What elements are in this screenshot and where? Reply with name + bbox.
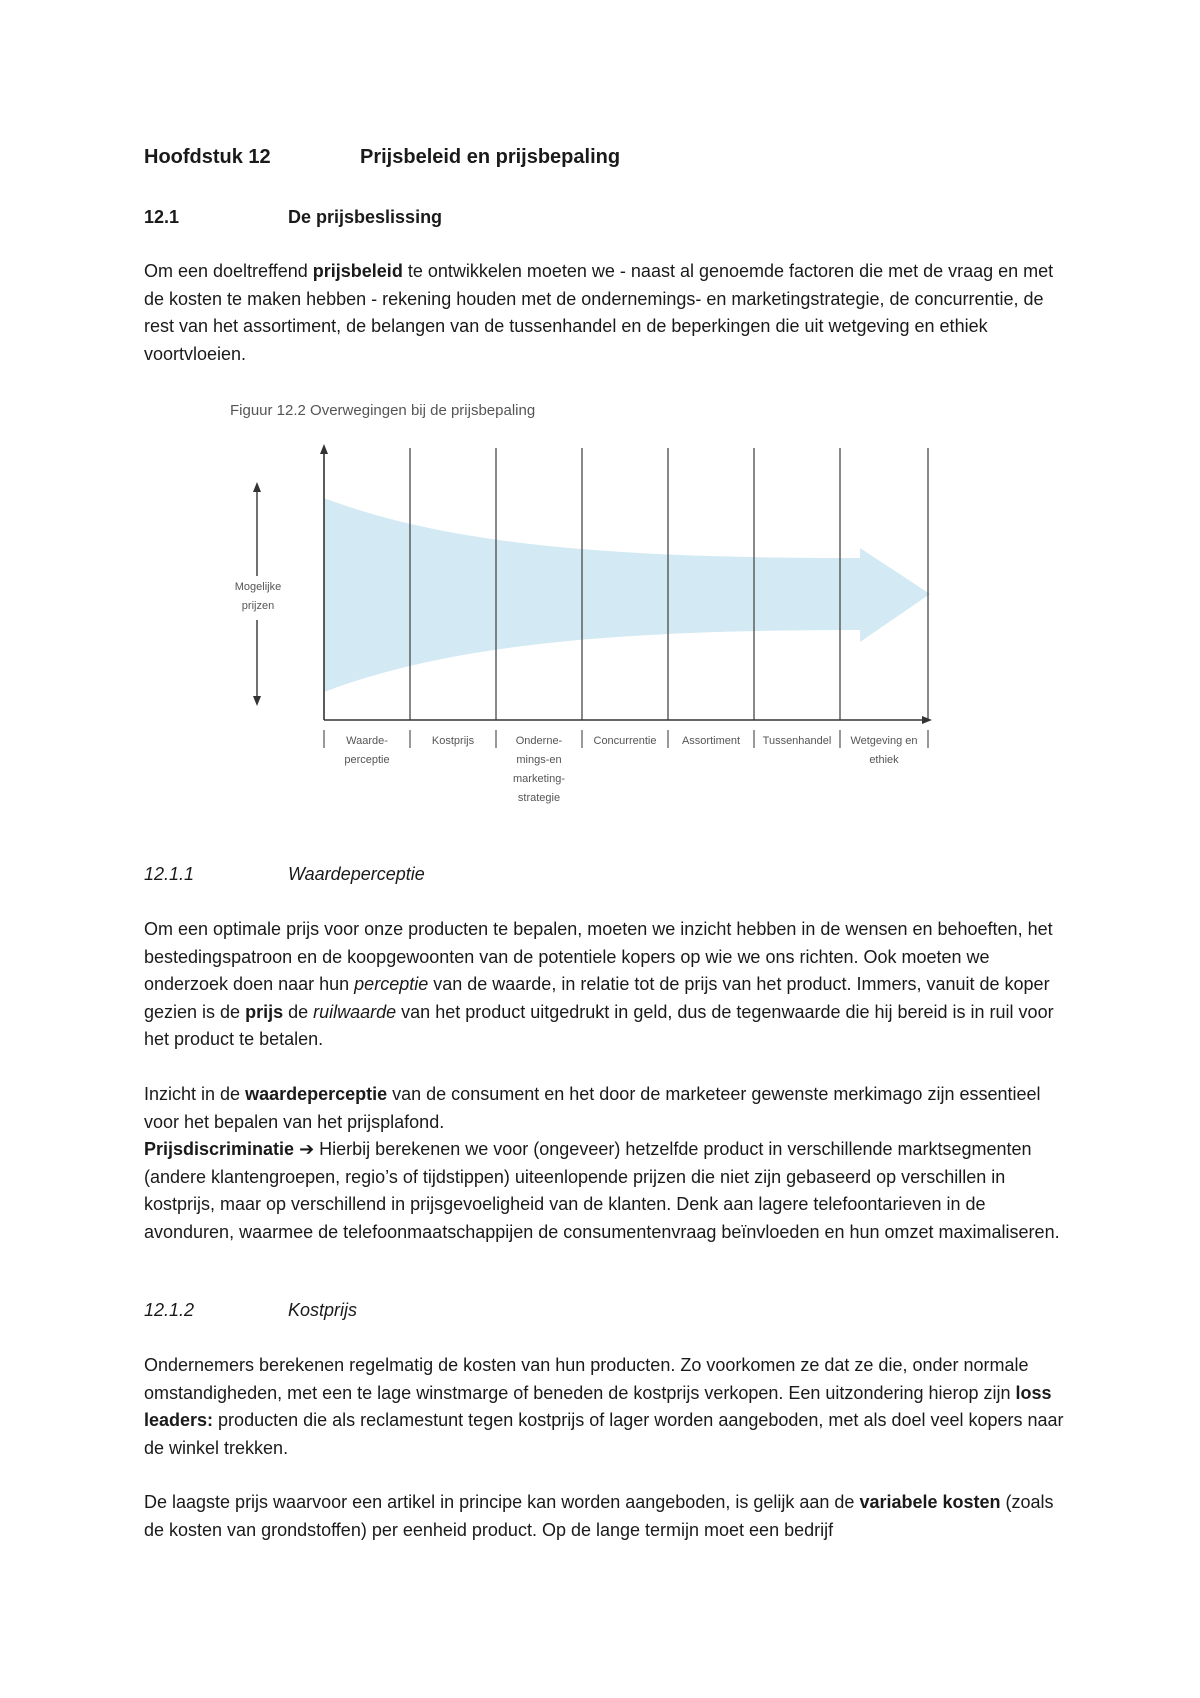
chapter-number: Hoofdstuk 12 <box>144 146 271 168</box>
chapter-title: Prijsbeleid en prijsbepaling <box>360 146 621 168</box>
text-run: van de waarde, in relatie tot de prijs van het product. Immers, vanuit de koper gezien is de <box>144 974 1050 1022</box>
text-run: de <box>283 1001 314 1022</box>
subsection-heading-kostprijs <box>144 1300 944 1324</box>
bold-term: prijs <box>245 1001 284 1022</box>
text-run: te ontwikkelen moeten we - naast al genoemde factoren die met de vraag en met de kosten te maken hebben - rekening houden met de ondernemings- en marketingstrategie, de concurrentie, de rest van het assortiment, de belangen van de tussenhandel en de beperkingen die uit wetgeving en ethiek voortvloeien. <box>144 261 1054 364</box>
paragraph-perceptie <box>144 916 1074 1054</box>
paragraph-kostprijs <box>144 1352 1074 1462</box>
bold-term: loss leaders: <box>144 1382 1052 1430</box>
paragraph-waardeperceptie <box>144 1081 1074 1246</box>
category-label: Tussenhandel <box>762 735 832 747</box>
italic-term: perceptie <box>354 974 429 994</box>
text-run: Om een doeltreffend <box>144 261 313 281</box>
text-run: Om een optimale prijs voor onze producten te bepalen, moeten we inzicht hebben in de wensen en behoeften, het bestedingspatroon en de koopgewoonten van de potentiele kopers op wie we ons richten. Ook moeten we onderzoek doen naar hun <box>144 919 1053 994</box>
bold-term: waardeperceptie <box>245 1084 388 1104</box>
section-heading <box>144 207 944 231</box>
paragraph-variabele-kosten <box>144 1489 1074 1544</box>
price-range-arrow-down <box>253 696 261 706</box>
category-label: Onderne-mings-en marketing-strategie <box>513 735 565 804</box>
text-run: (zoals de kosten van grondstoffen) per eenheid product. Op de lange termijn moet een bedrijf <box>144 1492 1054 1540</box>
text-run: Inzicht in de <box>144 1084 246 1104</box>
intro-paragraph <box>144 258 1074 368</box>
text-run: producten die als reclamestunt tegen kostprijs of lager worden aangeboden, met als doel veel kopers naar de winkel trekken. <box>144 1410 1064 1458</box>
category-label: Assortiment <box>681 735 741 747</box>
figure-caption: Figuur 12.2 Overwegingen bij de prijsbepaling <box>230 402 536 419</box>
subsection-number: 12.1.1 <box>144 864 195 884</box>
category-label: Waarde-perceptie <box>344 735 390 766</box>
subsection-title: Waardeperceptie <box>288 864 425 884</box>
price-range-funnel <box>324 498 930 692</box>
subsection-title: Kostprijs <box>288 1300 358 1320</box>
y-axis-arrowhead <box>320 444 328 454</box>
y-axis-label: Mogelijke prijzen <box>234 581 282 612</box>
subsection-heading-waardeperceptie <box>144 864 944 888</box>
text-run: van het product uitgedrukt in geld, dus de tegenwaarde die hij bereid is in ruil voor het product te betalen. <box>144 1001 1054 1049</box>
arrow-icon: ➔ <box>299 1139 315 1159</box>
category-label: Kostprijs <box>431 735 475 747</box>
text-run: Hierbij berekenen we voor (ongeveer) hetzelfde product in verschillende marktsegmenten (andere klantengroepen, regio’s of tijdstippen) uiteenlopende prijzen die niet zijn gebaseerd op verschillen in kostprijs, maar op verschillend in prijsgevoeligheid van de klanten. Denk aan lagere telefoontarieven in de avonduren, waarmee de telefoonmaatschappijen de consumentenvraag beïnvloeden en hun omzet maximaliseren. <box>144 1139 1060 1242</box>
bold-term: prijsbeleid <box>312 261 403 281</box>
text-run: van de consument en het door de marketeer gewenste merkimago zijn essentieel voor het bepalen van het prijsplafond. <box>144 1084 1041 1132</box>
italic-term: ruilwaarde <box>313 1001 397 1022</box>
category-label: Wetgeving en ethiek <box>850 735 918 766</box>
text-run: De laagste prijs waarvoor een artikel in principe kan worden aangeboden, is gelijk aan de <box>144 1492 860 1512</box>
section-number: 12.1 <box>144 207 180 227</box>
subsection-number: 12.1.2 <box>144 1300 195 1320</box>
x-axis-arrowhead <box>922 716 932 724</box>
category-label: Concurrentie <box>593 735 657 747</box>
text-run: Ondernemers berekenen regelmatig de kosten van hun producten. Zo voorkomen ze dat ze die, onder normale omstandigheden, met een te lage winstmarge of beneden de kostprijs verkopen. Een uitzondering hierop zijn <box>144 1355 1029 1403</box>
bold-term: Prijsdiscriminatie <box>144 1139 300 1159</box>
figure-pricing-considerations <box>200 398 960 818</box>
price-range-arrow-up <box>253 482 261 492</box>
section-title: De prijsbeslissing <box>288 207 443 227</box>
bold-term: variabele kosten <box>859 1492 1001 1512</box>
